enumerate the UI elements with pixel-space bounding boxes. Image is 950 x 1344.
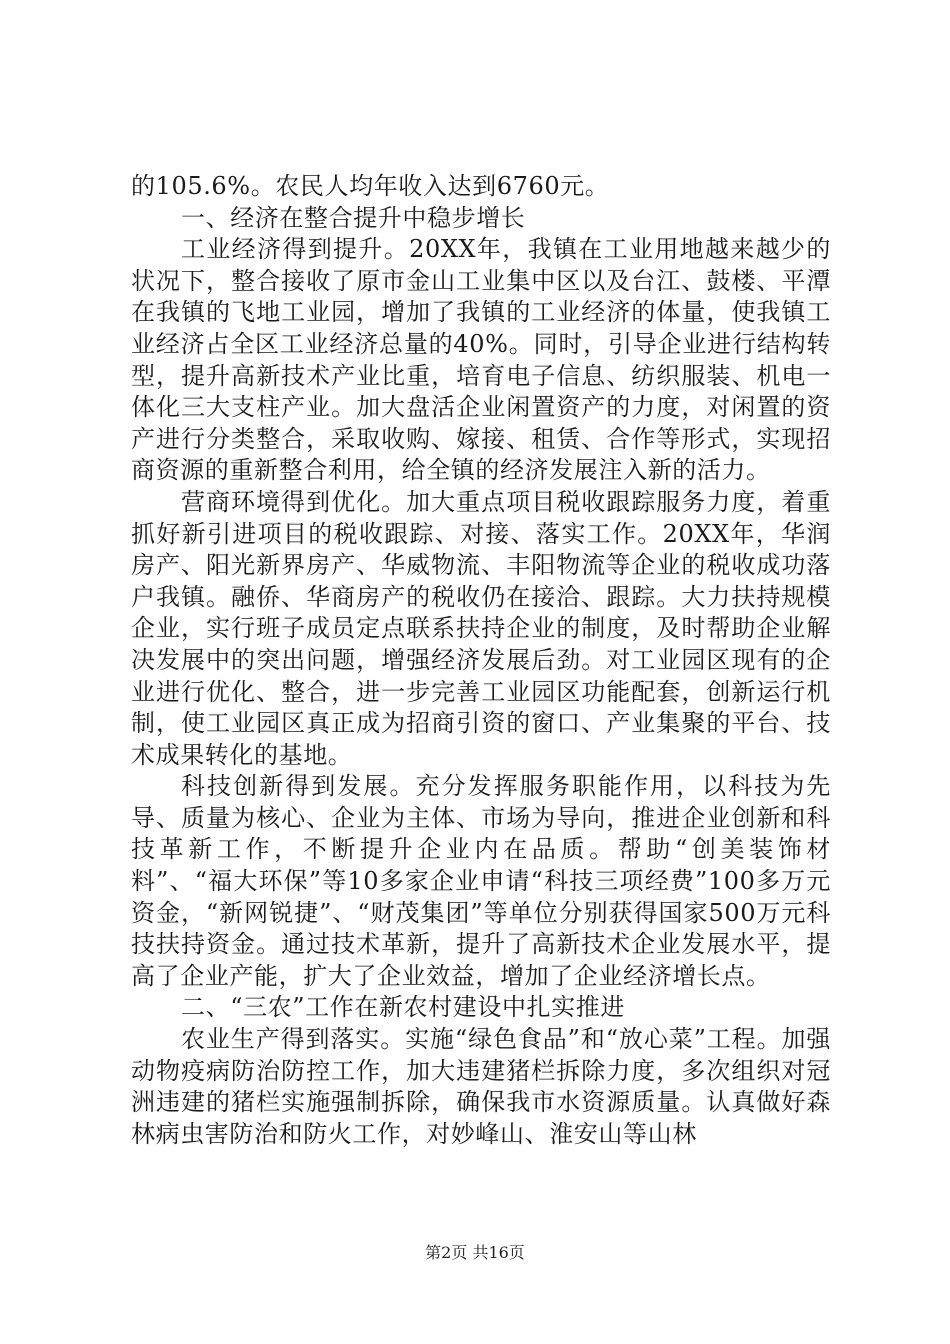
paragraph-agriculture: 农业生产得到落实。实施“绿色食品”和“放心菜”工程。加强动物疫病防治防控工作，加大违建猪栏拆除力度，多次组织对冠洲违建的猪栏实施强制拆除，确保我市水资源质量。认真做好森林病虫害防治和防火工作，对妙峰山、淮安山等山林 [131,1025,831,1148]
document-body [131,171,831,1150]
page-footer: 第2页 共16页 [425,1243,525,1262]
section-heading-1: 一、经济在整合提升中稳步增长 [181,203,526,232]
section-heading-2: 二、“三农”工作在新农村建设中扎实推进 [181,993,625,1022]
paragraph-industrial-economy: 工业经济得到提升。20XX年，我镇在工业用地越来越少的状况下，整合接收了原市金山工业集中区以及台江、鼓楼、平潭在我镇的飞地工业园，增加了我镇的工业经济的体量，使我镇工业经济占全区工业经济总量的40%。同时，引导企业进行结构转型，提升高新技术产业比重，培育电子信息、纺织服装、机电一体化三大支柱产业。加大盘活企业闲置资产的力度，对闲置的资产进行分类整合，采取收购、嫁接、租赁、合作等形式，实现招商资源的重新整合利用，给全镇的经济发展注入新的活力。 [131,235,831,485]
paragraph-1: 的105.6%。农民人均年收入达到6760元。 [131,172,610,200]
paragraph-technology-innovation: 科技创新得到发展。充分发挥服务职能作用，以科技为先导、质量为核心、企业为主体、市场为导向，推进企业创新和科技革新工作，不断提升企业内在品质。帮助“创美装饰材料”、“福大环保”等10多家企业申请“科技三项经费”100多万元资金，“新网锐捷”、“财茂集团”等单位分别获得国家500万元科技扶持资金。通过技术革新，提升了高新技术企业发展水平，提高了企业产能，扩大了企业效益，增加了企业经济增长点。 [131,772,831,990]
paragraph-business-environment: 营商环境得到优化。加大重点项目税收跟踪服务力度，着重抓好新引进项目的税收跟踪、对接、落实工作。20XX年，华润房产、阳光新界房产、华威物流、丰阳物流等企业的税收成功落户我镇。融侨、华商房产的税收仍在接洽、跟踪。大力扶持规模企业，实行班子成员定点联系扶持企业的制度，及时帮助企业解决发展中的突出问题，增强经济发展后劲。对工业园区现有的企业进行优化、整合，进一步完善工业园区功能配套，创新运行机制，使工业园区真正成为招商引资的窗口、产业集聚的平台、技术成果转化的基地。 [131,487,831,769]
